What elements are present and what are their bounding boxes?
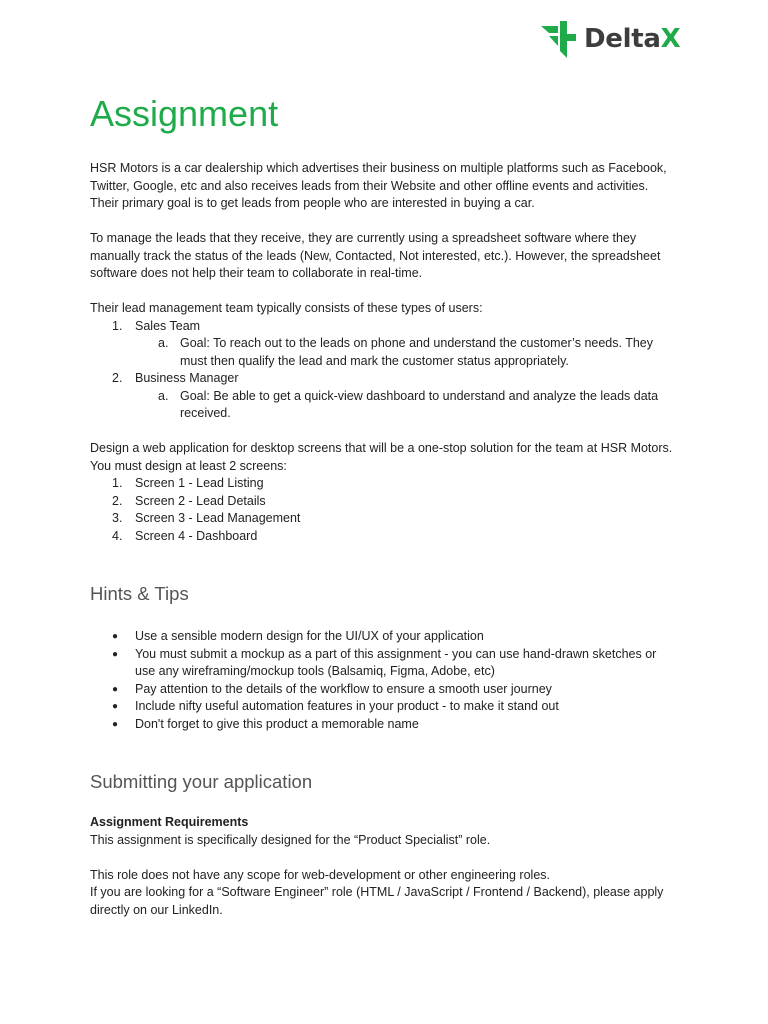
hints-heading: Hints & Tips	[90, 583, 189, 604]
list-item: ● Don't forget to give this product a memorable name	[90, 716, 690, 734]
list-item: a. Goal: To reach out to the leads on phone and understand the customer’s needs. They must then qualify the lead and mark the customer status appropriately.	[158, 336, 654, 368]
list-item: 3. Screen 3 - Lead Management	[112, 511, 301, 525]
requirements-paragraph: Assignment Requirements This assignment is specifically designed for the “Product Specialist” role.	[90, 814, 690, 849]
hints-list	[90, 628, 690, 733]
deltax-logo-text: DeltaX	[584, 24, 681, 55]
list-item: ● Pay attention to the details of the workflow to ensure a smooth user journey	[90, 681, 690, 699]
list-item: 2. Business Manager	[112, 371, 239, 385]
page-title: Assignment	[90, 93, 279, 134]
deltax-logo-icon	[540, 20, 578, 60]
submitting-heading: Submitting your application	[90, 771, 313, 792]
screens-list	[90, 475, 690, 545]
list-item: ● Include nifty useful automation features in your product - to make it stand out	[90, 698, 690, 716]
list-item: 1. Sales Team	[112, 318, 201, 333]
intro-paragraph-2: To manage the leads that they receive, they are currently using a spreadsheet software where they manually track the status of the leads (New, Contacted, Not interested, etc.). However, the spreadsheet software does not help their team to collaborate in real-time.	[90, 231, 661, 280]
scope-paragraph: This role does not have any scope for web-development or other engineering roles. If you are looking for a “Software Engineer” role (HTML / JavaScript / Frontend / Backend), please apply directly on our LinkedIn.	[90, 867, 664, 917]
bullet-icon: ●	[112, 631, 119, 642]
users-intro: Their lead management team typically consists of these types of users:	[90, 301, 483, 315]
document-content	[90, 92, 690, 937]
users-list	[90, 318, 690, 423]
bullet-icon: ●	[112, 718, 119, 730]
list-item: 2. Screen 2 - Lead Details	[112, 493, 266, 508]
intro-paragraph-1: HSR Motors is a car dealership which advertises their business on multiple platforms such as Facebook, Twitter, Google, etc and also receives leads from their Website and other offline events and activities. Their primary goal is to get leads from people who are interested in buying a car.	[90, 161, 667, 210]
deltax-logo	[540, 20, 680, 60]
requirements-title: Assignment Requirements	[90, 815, 249, 829]
list-item: 4. Screen 4 - Dashboard	[112, 528, 258, 543]
list-item: 1. Screen 1 - Lead Listing	[112, 476, 264, 490]
design-section: Design a web application for desktop screens that will be a one-stop solution for the team at HSR Motors. You must design at least 2 screens: 1. Screen 1 - Lead Listing 2. Screen 2 - Lead Details 3. Screen 3 - Lead Management 4. Screen 4 - Dashboard	[90, 440, 690, 545]
list-item: a. Goal: Be able to get a quick-view dashboard to understand and analyze the leads data received.	[158, 388, 659, 420]
bullet-icon: ●	[112, 701, 119, 712]
list-item: ● Use a sensible modern design for the UI/UX of your application	[90, 628, 690, 646]
users-section	[90, 300, 690, 423]
bullet-icon: ●	[112, 648, 119, 660]
list-item: ● You must submit a mockup as a part of this assignment - you can use hand-drawn sketches or use any wireframing/mockup tools (Balsamiq, Figma, Adobe, etc)	[112, 646, 657, 678]
bullet-icon: ●	[112, 683, 119, 695]
